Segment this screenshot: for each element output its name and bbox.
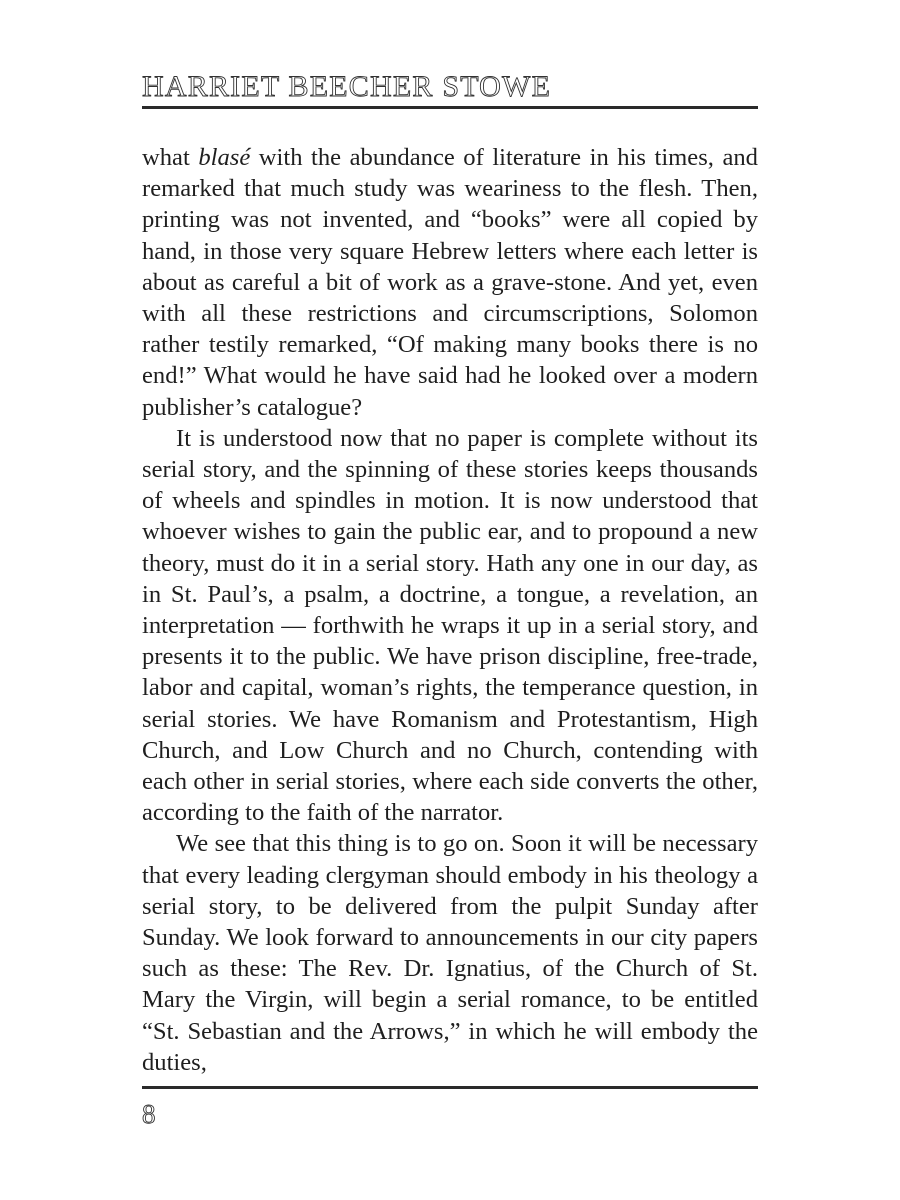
running-head-title: HARRIET BEECHER STOWE [142, 70, 552, 103]
paragraph-1 [142, 142, 758, 423]
italic-word: blasé [198, 144, 251, 171]
body-text [142, 142, 758, 1078]
footer-rule [142, 1086, 758, 1089]
header-rule [142, 106, 758, 109]
running-head [142, 70, 758, 104]
page-number: 8 [142, 1099, 156, 1129]
paragraph-1-lead: what [142, 144, 199, 171]
paragraph-1-text: with the abundance of literature in his times, and remarked that much study was weariness to the flesh. Then, printing was not invented, and “books” were all copied by hand, in those very square Hebrew letters where each letter is about as careful a bit of work as a grave-stone. And yet, even with all these restrictions and circumscriptions, Solomon rather testily remarked, “Of making many books there is no end!” What would he have said had he looked over a modern publisher’s catalogue? [142, 144, 758, 421]
paragraph-2: It is understood now that no paper is complete without its serial story, and the spinning of these stories keeps thousands of wheels and spindles in motion. It is now understood that whoever wishes to gain the public ear, and to propound a new theory, must do it in a serial story. Hath any one in our day, as in St. Paul’s, a psalm, a doctrine, a tongue, a revelation, an interpretation — forthwith he wraps it up in a serial story, and presents it to the public. We have prison discipline, free-trade, labor and capital, woman’s rights, the temperance question, in serial stories. We have Romanism and Protestantism, High Church, and Low Church and no Church, contending with each other in serial stories, where each side converts the other, according to the faith of the narrator. [142, 424, 758, 827]
paragraph-3: We see that this thing is to go on. Soon it will be necessary that every leading clergyman should embody in his theology a serial story, to be delivered from the pulpit Sunday after Sunday. We look forward to announcements in our city papers such as these: The Rev. Dr. Ignatius, of the Church of St. Mary the Virgin, will begin a serial romance, to be entitled “St. Sebastian and the Arrows,” in which he will embody the duties, [142, 830, 758, 1076]
